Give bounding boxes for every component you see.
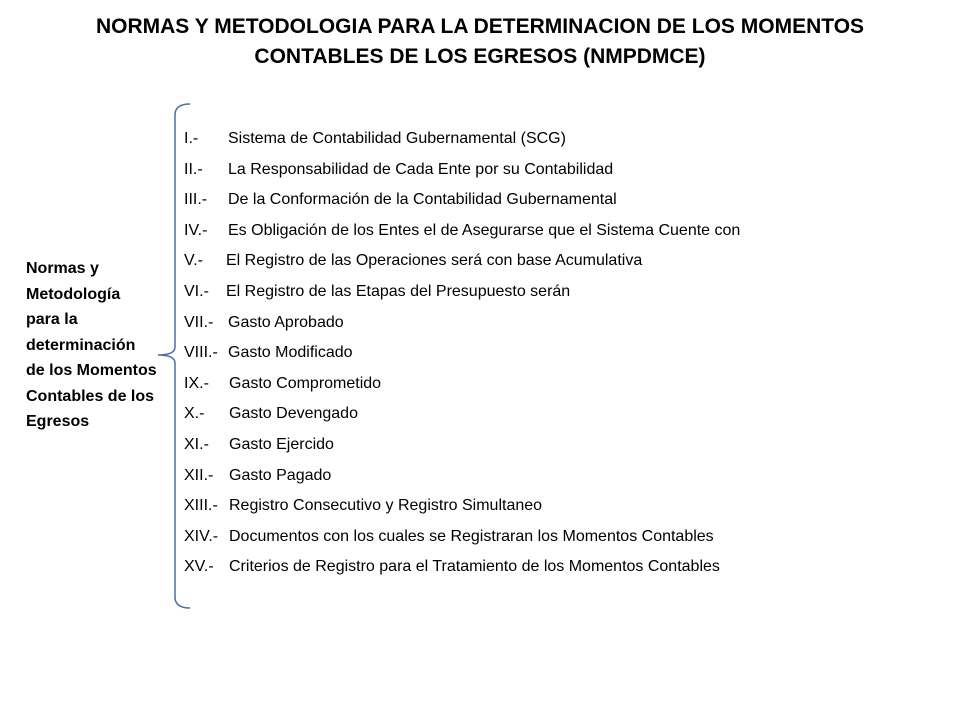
item-text: El Registro de las Etapas del Presupuesto serán	[226, 282, 571, 300]
item-number: XV.-	[184, 558, 214, 576]
list-item	[184, 430, 944, 461]
item-number: X.-	[184, 405, 205, 423]
item-text: Documentos con los cuales se Registraran los Momentos Contables	[229, 527, 714, 545]
item-text: Es Obligación de los Entes el de Asegurarse que el Sistema Cuente con	[228, 221, 741, 239]
list-item	[184, 155, 944, 186]
list-item	[184, 216, 944, 247]
item-number: VI.-	[184, 282, 209, 300]
item-number: XI.-	[184, 435, 209, 453]
item-text: Gasto Pagado	[229, 466, 332, 484]
item-number: XII.-	[184, 466, 214, 484]
list-item	[184, 246, 944, 277]
item-number: I.-	[184, 130, 199, 147]
list-item	[184, 277, 944, 308]
item-text: Gasto Devengado	[229, 405, 358, 423]
item-text: De la Conformación de la Contabilidad Gubernamental	[228, 191, 617, 209]
item-number: XIV.-	[184, 527, 219, 545]
item-text: Criterios de Registro para el Tratamiento de los Momentos Contables	[229, 558, 720, 576]
item-number: XIII.-	[184, 497, 218, 515]
list-item	[184, 124, 944, 155]
item-text: Gasto Aprobado	[228, 313, 344, 331]
item-text: El Registro de las Operaciones será con base Acumulativa	[226, 252, 643, 270]
item-text: Gasto Modificado	[228, 344, 353, 362]
list-item	[184, 491, 944, 522]
item-number: VII.-	[184, 313, 214, 331]
list-item	[184, 308, 944, 339]
item-text: Sistema de Contabilidad Gubernamental (SCG)	[228, 130, 566, 147]
item-number: VIII.-	[184, 344, 218, 362]
item-number: IV.-	[184, 221, 208, 239]
list-item	[184, 399, 944, 430]
item-number: IX.-	[184, 374, 209, 392]
item-number: III.-	[184, 191, 208, 209]
item-text: La Responsabilidad de Cada Ente por su Contabilidad	[228, 160, 614, 178]
list-item	[184, 338, 944, 369]
list-item	[184, 522, 944, 553]
title-line-1: NORMAS Y METODOLOGIA PARA LA DETERMINACION DE LOS MOMENTOS	[95, 15, 865, 38]
item-text: Registro Consecutivo y Registro Simultaneo	[229, 497, 543, 515]
side-label: Normas y Metodología para la determinación de los Momentos Contables de los Egresos	[26, 260, 157, 430]
item-text: Gasto Ejercido	[229, 435, 334, 453]
item-number: V.-	[184, 252, 203, 270]
norms-list	[184, 124, 944, 583]
title-line-2: CONTABLES DE LOS EGRESOS (NMPDMCE)	[254, 45, 706, 68]
list-item	[184, 552, 944, 583]
item-text: Gasto Comprometido	[229, 374, 382, 392]
list-item	[184, 185, 944, 216]
list-item	[184, 369, 944, 400]
item-number: II.-	[184, 160, 203, 178]
list-item	[184, 461, 944, 492]
page-title	[40, 12, 920, 72]
